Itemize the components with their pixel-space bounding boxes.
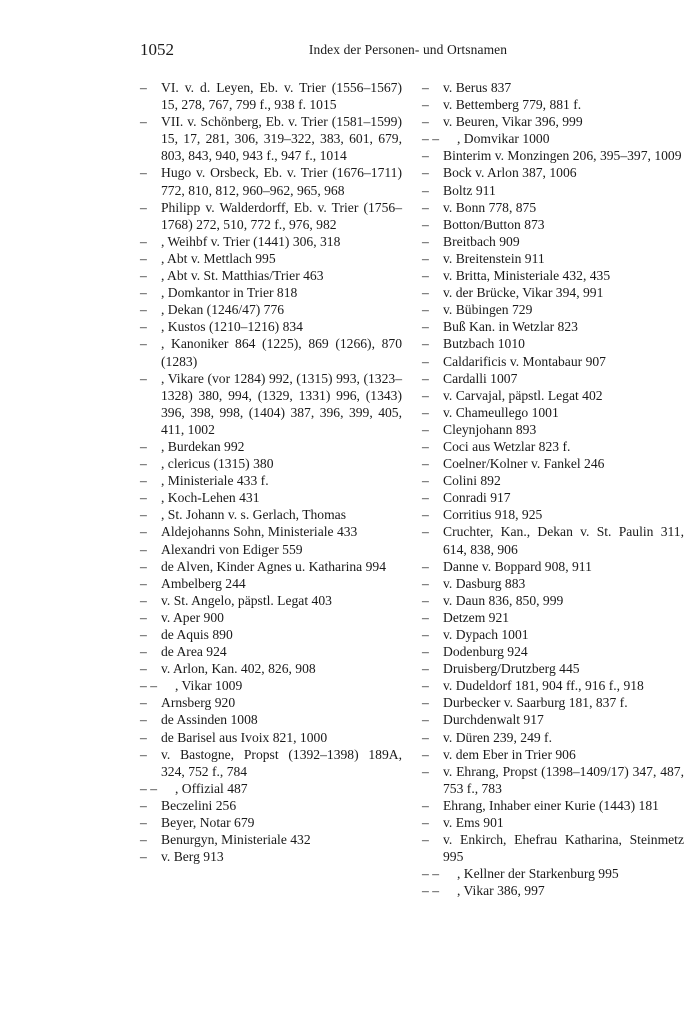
entry-dash: – xyxy=(422,507,429,523)
entry-text: v. Ehrang, Propst (1398–1409/17) 347, 487, 753 f., 783 xyxy=(443,763,684,796)
index-entry xyxy=(140,626,402,643)
index-entry xyxy=(422,404,684,421)
entry-dash: – xyxy=(422,285,429,301)
entry-dash: – xyxy=(140,695,147,711)
entry-dash: – xyxy=(422,729,429,745)
index-entry xyxy=(140,746,402,780)
index-entry xyxy=(140,472,402,489)
index-entry xyxy=(422,592,684,609)
index-entry xyxy=(140,848,402,865)
entry-dash: – xyxy=(422,661,429,677)
entry-dash: – xyxy=(422,268,429,284)
entry-dash: – xyxy=(422,695,429,711)
entry-text: Butzbach 1010 xyxy=(443,336,525,352)
index-entry xyxy=(422,831,684,865)
index-entry xyxy=(422,438,684,455)
running-title: Index der Personen- und Ortsnamen xyxy=(308,42,508,57)
index-entry xyxy=(422,182,684,199)
index-entry xyxy=(140,79,402,113)
entry-dash: – xyxy=(140,575,147,591)
entry-text: v. Chameullego 1001 xyxy=(443,404,559,420)
entry-dash: – xyxy=(140,541,147,557)
index-entry xyxy=(140,164,402,198)
index-entry xyxy=(422,113,684,130)
entry-dash: – xyxy=(140,302,147,318)
entry-text: VI. v. d. Leyen, Eb. v. Trier (1556–1567) 15, 278, 767, 799 f., 938 f. 1015 xyxy=(161,80,402,113)
entry-text: v. Düren 239, 249 f. xyxy=(443,729,552,745)
entry-dash: – xyxy=(422,609,429,625)
entry-dash: – xyxy=(422,182,429,198)
entry-dash: – xyxy=(422,353,429,369)
index-entry xyxy=(422,455,684,472)
entry-dash: – xyxy=(422,233,429,249)
index-entry xyxy=(422,729,684,746)
entry-text: , Koch-Lehen 431 xyxy=(161,490,260,506)
entry-text: VII. v. Schönberg, Eb. v. Trier (1581–1599) 15, 17, 281, 306, 319–322, 383, 601, 679, 803, 843, 940, 943 f., 947 f., 1014 xyxy=(161,114,402,164)
entry-text: Hugo v. Orsbeck, Eb. v. Trier (1676–1711) 772, 810, 812, 960–962, 965, 968 xyxy=(161,165,402,198)
index-entry xyxy=(140,506,402,523)
index-entry xyxy=(140,558,402,575)
entry-dash: – xyxy=(422,490,429,506)
entry-text: , Dekan (1246/47) 776 xyxy=(161,302,285,318)
entry-dash: – xyxy=(422,421,429,437)
entry-text: v. Britta, Ministeriale 432, 435 xyxy=(443,268,611,284)
entry-text: Binterim v. Monzingen 206, 395–397, 1009 xyxy=(443,148,682,164)
entry-dash: – xyxy=(140,729,147,745)
entry-text: , Vikar 1009 xyxy=(175,678,243,694)
index-entry xyxy=(422,558,684,575)
entry-text: , Weihbf v. Trier (1441) 306, 318 xyxy=(161,233,341,249)
entry-text: , Vikare (vor 1284) 992, (1315) 993, (1323–1328) 380, 994, (1329, 1331) 996, (1343) 396, 398, 998, (1404) 387, 396, 399, 405, 411, 1002 xyxy=(161,370,402,437)
index-entry xyxy=(140,729,402,746)
index-entry xyxy=(422,626,684,643)
index-entry xyxy=(422,746,684,763)
entry-dash: – xyxy=(140,336,147,352)
entry-dash: – xyxy=(140,507,147,523)
index-entry xyxy=(422,216,684,233)
entry-dash: – xyxy=(140,832,147,848)
entry-text: , Abt v. St. Matthias/Trier 463 xyxy=(161,268,324,284)
entry-text: Coci aus Wetzlar 823 f. xyxy=(443,438,571,454)
entry-text: v. Bastogne, Propst (1392–1398) 189A, 324, 752 f., 784 xyxy=(161,746,402,779)
entry-text: , Domkantor in Trier 818 xyxy=(161,285,298,301)
entry-text: de Aquis 890 xyxy=(161,627,233,642)
index-entry xyxy=(422,882,684,899)
entry-text: Boltz 911 xyxy=(443,182,496,198)
index-entry xyxy=(422,814,684,831)
entry-text: Philipp v. Walderdorff, Eb. v. Trier (1756–1768) 272, 510, 772 f., 976, 982 xyxy=(161,199,402,232)
index-entry xyxy=(140,489,402,506)
index-entry xyxy=(140,660,402,677)
entry-dash: – xyxy=(140,746,147,762)
entry-dash: – xyxy=(140,114,147,130)
entry-dash: – xyxy=(422,319,429,335)
entry-text: v. Aper 900 xyxy=(161,609,224,625)
index-entry xyxy=(422,421,684,438)
entry-text: v. Berg 913 xyxy=(161,849,224,865)
entry-dash: – xyxy=(422,165,429,181)
entry-dash: – xyxy=(422,644,429,660)
entry-text: v. St. Angelo, päpstl. Legat 403 xyxy=(161,592,332,608)
entry-dash: – xyxy=(140,370,147,386)
entry-text: Coelner/Kolner v. Fankel 246 xyxy=(443,456,605,472)
index-entry xyxy=(422,96,684,113)
entry-dash: – xyxy=(140,490,147,506)
entry-dash: – xyxy=(140,627,147,642)
index-column-right xyxy=(422,79,684,900)
entry-dash: – xyxy=(422,763,429,779)
index-entry xyxy=(140,609,402,626)
entry-text: Beyer, Notar 679 xyxy=(161,815,255,831)
entry-dash: – xyxy=(422,387,429,403)
entry-text: Breitbach 909 xyxy=(443,233,520,249)
index-entry xyxy=(140,711,402,728)
entry-dash: – xyxy=(422,216,429,232)
index-entry xyxy=(422,865,684,882)
entry-text: v. dem Eber in Trier 906 xyxy=(443,746,576,762)
entry-dash: – – xyxy=(422,883,439,899)
index-entry xyxy=(422,523,684,557)
entry-text: v. Bettemberg 779, 881 f. xyxy=(443,97,582,113)
index-entry xyxy=(140,797,402,814)
index-entry xyxy=(422,643,684,660)
index-entry xyxy=(140,541,402,558)
index-entry xyxy=(140,250,402,267)
index-entry xyxy=(422,506,684,523)
entry-text: Ehrang, Inhaber einer Kurie (1443) 181 xyxy=(443,797,659,813)
entry-dash: – xyxy=(140,712,147,728)
index-entry xyxy=(140,370,402,438)
index-entry xyxy=(422,130,684,147)
entry-text: , Kustos (1210–1216) 834 xyxy=(161,319,303,335)
index-entry xyxy=(140,780,402,797)
entry-text: v. Daun 836, 850, 999 xyxy=(443,592,564,608)
entry-text: Botton/Button 873 xyxy=(443,216,545,232)
entry-text: Danne v. Boppard 908, 911 xyxy=(443,558,592,574)
index-entry xyxy=(422,164,684,181)
index-entry xyxy=(140,438,402,455)
entry-dash: – – xyxy=(422,131,439,147)
index-entry xyxy=(140,199,402,233)
entry-dash: – xyxy=(422,815,429,831)
index-entry xyxy=(140,592,402,609)
index-entry xyxy=(422,763,684,797)
entry-text: Arnsberg 920 xyxy=(161,695,236,711)
index-entry xyxy=(422,660,684,677)
index-entry xyxy=(140,455,402,472)
entry-dash: – xyxy=(140,558,147,574)
index-entry xyxy=(422,250,684,267)
page-header xyxy=(140,40,676,64)
entry-dash: – xyxy=(140,268,147,284)
entry-text: de Alven, Kinder Agnes u. Katharina 994 xyxy=(161,558,386,574)
index-entry xyxy=(422,267,684,284)
entry-dash: – xyxy=(422,456,429,472)
index-entry xyxy=(140,267,402,284)
index-entry xyxy=(422,472,684,489)
entry-dash: – xyxy=(422,199,429,215)
entry-text: v. Dypach 1001 xyxy=(443,627,529,642)
entry-text: Benurgyn, Ministeriale 432 xyxy=(161,832,311,848)
entry-text: , Kanoniker 864 (1225), 869 (1266), 870 (1283) xyxy=(161,336,402,369)
entry-text: Durbecker v. Saarburg 181, 837 f. xyxy=(443,695,628,711)
entry-text: v. Enkirch, Ehefrau Katharina, Steinmetz 995 xyxy=(443,832,684,865)
entry-text: Bock v. Arlon 387, 1006 xyxy=(443,165,577,181)
entry-dash: – xyxy=(422,746,429,762)
entry-dash: – xyxy=(140,165,147,181)
entry-dash: – xyxy=(422,404,429,420)
entry-dash: – xyxy=(140,438,147,454)
entry-dash: – xyxy=(422,592,429,608)
index-entry xyxy=(422,694,684,711)
entry-text: v. Arlon, Kan. 402, 826, 908 xyxy=(161,661,316,677)
index-entry xyxy=(422,370,684,387)
index-column-left xyxy=(140,79,402,865)
entry-dash: – xyxy=(422,797,429,813)
entry-text: v. Dudeldorf 181, 904 ff., 916 f., 918 xyxy=(443,678,644,694)
entry-text: , Domvikar 1000 xyxy=(457,131,550,147)
entry-text: , Burdekan 992 xyxy=(161,438,245,454)
entry-dash: – xyxy=(422,438,429,454)
entry-text: v. der Brücke, Vikar 394, 991 xyxy=(443,285,604,301)
index-entry xyxy=(422,353,684,370)
entry-text: v. Carvajal, päpstl. Legat 402 xyxy=(443,387,603,403)
entry-text: Cleynjohann 893 xyxy=(443,421,537,437)
entry-text: , clericus (1315) 380 xyxy=(161,456,274,472)
entry-text: Aldejohanns Sohn, Ministeriale 433 xyxy=(161,524,358,540)
entry-dash: – xyxy=(140,285,147,301)
page-number: 1052 xyxy=(140,40,174,59)
entry-text: de Assinden 1008 xyxy=(161,712,258,728)
entry-dash: – xyxy=(422,627,429,642)
entry-dash: – xyxy=(140,644,147,660)
entry-dash: – xyxy=(140,815,147,831)
index-entry xyxy=(140,831,402,848)
entry-text: v. Breitenstein 911 xyxy=(443,250,545,266)
index-entry xyxy=(422,711,684,728)
entry-text: Caldarificis v. Montabaur 907 xyxy=(443,353,606,369)
index-entry xyxy=(422,575,684,592)
entry-dash: – xyxy=(140,199,147,215)
index-entry xyxy=(140,677,402,694)
entry-text: Conradi 917 xyxy=(443,490,511,506)
entry-text: v. Dasburg 883 xyxy=(443,575,526,591)
entry-text: de Area 924 xyxy=(161,644,227,660)
entry-dash: – – xyxy=(422,866,439,882)
index-entry xyxy=(422,147,684,164)
index-entry xyxy=(140,233,402,250)
index-entry xyxy=(140,575,402,592)
entry-text: Durchdenwalt 917 xyxy=(443,712,544,728)
entry-text: Druisberg/Drutzberg 445 xyxy=(443,661,580,677)
index-entry xyxy=(422,489,684,506)
entry-text: Corritius 918, 925 xyxy=(443,507,543,523)
entry-text: Colini 892 xyxy=(443,473,501,489)
entry-dash: – xyxy=(140,233,147,249)
entry-text: v. Beuren, Vikar 396, 999 xyxy=(443,114,583,130)
entry-dash: – xyxy=(140,250,147,266)
entry-text: v. Ems 901 xyxy=(443,815,504,831)
index-entry xyxy=(140,335,402,369)
entry-dash: – – xyxy=(140,678,157,694)
index-entry xyxy=(422,79,684,96)
entry-dash: – xyxy=(140,849,147,865)
entry-dash: – xyxy=(422,370,429,386)
entry-text: , Offizial 487 xyxy=(175,780,248,796)
entry-text: Detzem 921 xyxy=(443,609,510,625)
entry-dash: – xyxy=(140,524,147,540)
entry-dash: – xyxy=(140,80,147,95)
entry-text: Dodenburg 924 xyxy=(443,644,528,660)
entry-dash: – xyxy=(140,319,147,335)
entry-text: v. Berus 837 xyxy=(443,80,512,95)
entry-dash: – xyxy=(140,609,147,625)
index-entry xyxy=(140,113,402,164)
entry-dash: – xyxy=(422,148,429,164)
entry-text: v. Bübingen 729 xyxy=(443,302,533,318)
entry-text: , St. Johann v. s. Gerlach, Thomas xyxy=(161,507,347,523)
entry-text: v. Bonn 778, 875 xyxy=(443,199,537,215)
index-entry xyxy=(140,284,402,301)
entry-dash: – xyxy=(422,336,429,352)
entry-text: Alexandri von Ediger 559 xyxy=(161,541,303,557)
entry-dash: – xyxy=(140,661,147,677)
entry-text: Cardalli 1007 xyxy=(443,370,518,386)
entry-text: Cruchter, Kan., Dekan v. St. Paulin 311, 614, 838, 906 xyxy=(443,524,684,557)
entry-dash: – – xyxy=(140,780,157,796)
entry-dash: – xyxy=(422,97,429,113)
index-entry xyxy=(422,284,684,301)
index-entry xyxy=(422,233,684,250)
index-entry xyxy=(422,199,684,216)
entry-dash: – xyxy=(140,456,147,472)
entry-dash: – xyxy=(422,114,429,130)
entry-text: Beczelini 256 xyxy=(161,797,237,813)
entry-text: , Vikar 386, 997 xyxy=(457,883,545,899)
entry-text: de Barisel aus Ivoix 821, 1000 xyxy=(161,729,328,745)
entry-text: Buß Kan. in Wetzlar 823 xyxy=(443,319,578,335)
entry-dash: – xyxy=(422,678,429,694)
entry-text: Ambelberg 244 xyxy=(161,575,246,591)
index-entry xyxy=(140,301,402,318)
index-entry xyxy=(140,523,402,540)
index-entry xyxy=(422,301,684,318)
index-entry xyxy=(422,387,684,404)
index-entry xyxy=(140,318,402,335)
entry-dash: – xyxy=(140,592,147,608)
entry-text: , Abt v. Mettlach 995 xyxy=(161,250,276,266)
entry-dash: – xyxy=(422,524,429,540)
entry-dash: – xyxy=(422,832,429,848)
index-entry xyxy=(140,643,402,660)
entry-text: , Kellner der Starkenburg 995 xyxy=(457,866,619,882)
index-entry xyxy=(422,318,684,335)
index-entry xyxy=(422,797,684,814)
entry-dash: – xyxy=(140,797,147,813)
entry-dash: – xyxy=(422,558,429,574)
entry-dash: – xyxy=(140,473,147,489)
entry-dash: – xyxy=(422,712,429,728)
index-entry xyxy=(422,677,684,694)
entry-dash: – xyxy=(422,250,429,266)
index-entry xyxy=(422,609,684,626)
entry-dash: – xyxy=(422,473,429,489)
index-entry xyxy=(140,814,402,831)
index-entry xyxy=(140,694,402,711)
entry-dash: – xyxy=(422,80,429,95)
entry-dash: – xyxy=(422,575,429,591)
entry-dash: – xyxy=(422,302,429,318)
index-entry xyxy=(422,335,684,352)
entry-text: , Ministeriale 433 f. xyxy=(161,473,269,489)
